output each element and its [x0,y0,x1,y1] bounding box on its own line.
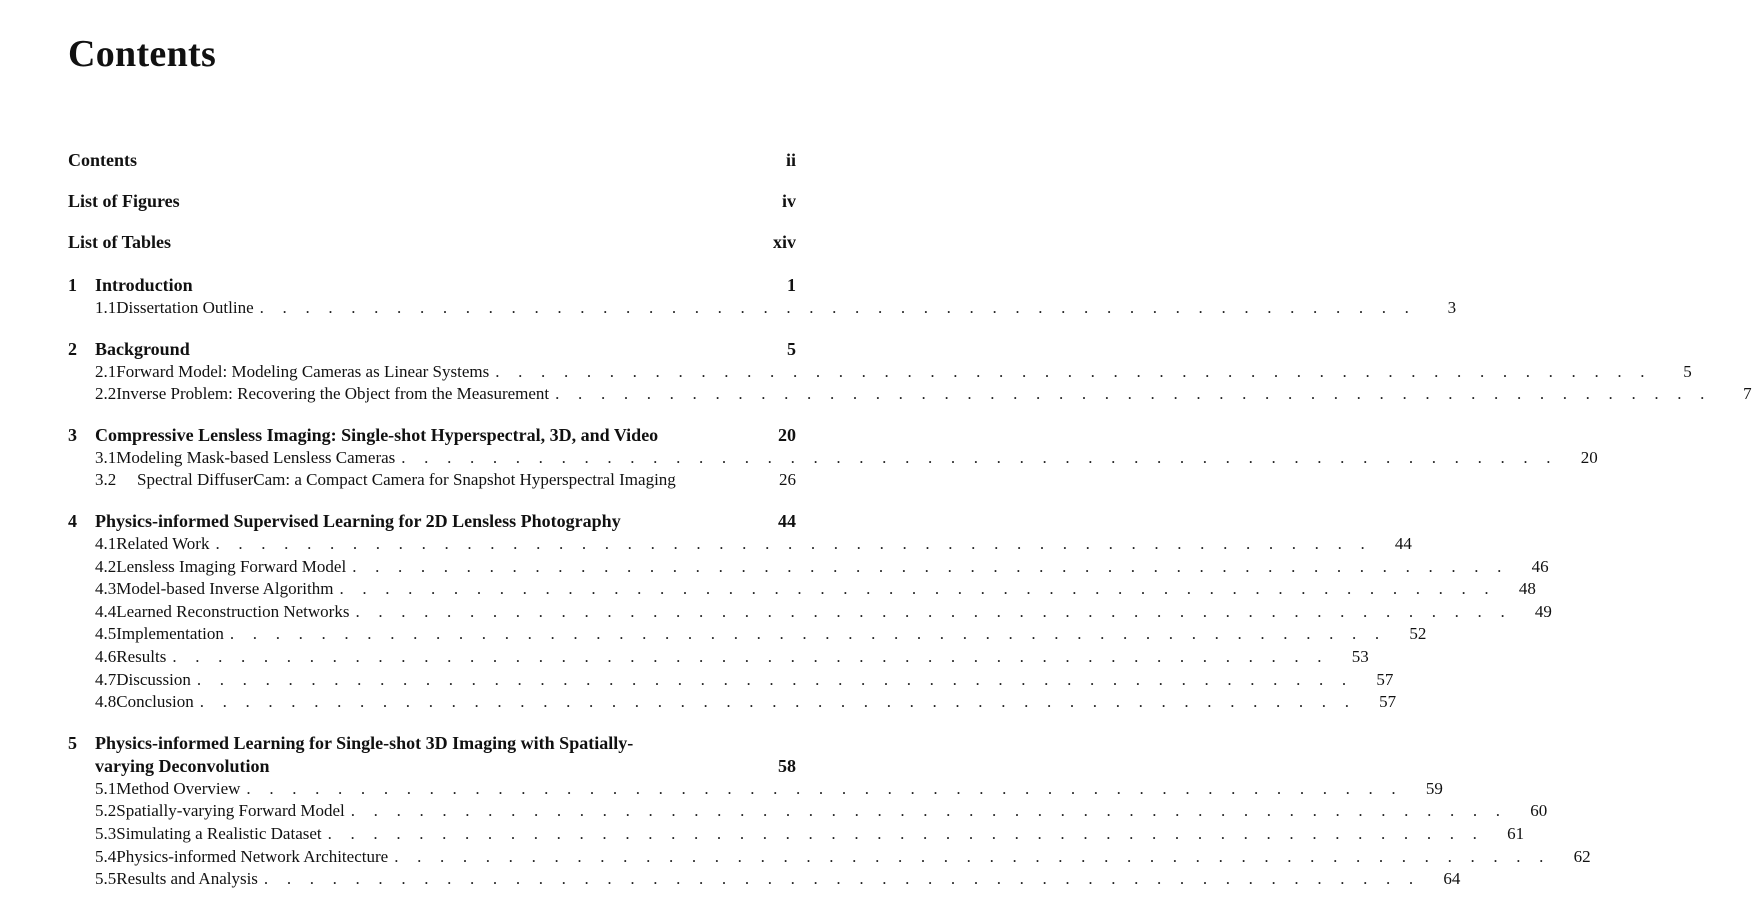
section-title: Modeling Mask-based Lensless Cameras [116,447,396,467]
leader-dots: . . . . . . . . . . . . . . . . . . . . . . . . . . . . . . . . . . . . . . . . . . . . . . . . . . . [215,533,1372,553]
section-page: 3 [1447,298,1457,317]
section-number: 1.1 [95,298,117,317]
section-title: Method Overview [116,778,241,798]
section-title: Results [116,646,167,666]
section-title: Learned Reconstruction Networks [116,601,350,621]
section-number: 4.1 [95,533,117,553]
chapter-page: 1 [787,275,796,295]
toc-section-4-8[interactable] [68,692,1397,715]
chapter-title: Introduction [95,275,193,295]
section-number: 3.1 [95,447,117,467]
entry-title: List of Tables [68,232,172,252]
toc-chapter-4[interactable] [68,511,796,534]
section-number: 4.4 [95,601,117,621]
section-page: 46 [1531,556,1549,576]
entry-title: List of Figures [68,191,180,211]
toc-section-1-1[interactable] [68,298,1457,321]
section-page: 64 [1443,869,1461,889]
section-number: 4.6 [95,646,117,666]
entry-title: Contents [68,150,138,170]
section-title: Dissertation Outline [116,298,254,317]
chapter-number: 2 [68,338,77,359]
leader-dots: . . . . . . . . . . . . . . . . . . . . . . . . . . . . . . . . . . . . . . . . . . . . . . . . . . . [199,692,1357,712]
section-page: 49 [1534,601,1552,621]
toc-section-4-6[interactable] [68,646,1369,670]
table-of-contents [68,150,1752,892]
toc-section-2-1[interactable] [68,361,1692,385]
section-page: 20 [1580,447,1598,467]
section-page: 61 [1507,823,1525,843]
toc-entry-list-of-figures[interactable] [68,191,796,217]
section-page: 60 [1530,801,1548,821]
chapter-title-line1: Physics-informed Learning for Single-shot 3D Imaging with Spatially- [95,732,634,753]
section-number: 4.7 [95,669,117,689]
toc-section-5-5[interactable] [68,869,1461,892]
section-page: 48 [1518,579,1536,599]
toc-section-4-7[interactable] [68,669,1394,693]
leader-dots: . . . . . . . . . . . . . . . . . . . . . . . . . . . . . . . . . . . . . . . . . . . . . . . . . . . [495,361,1652,381]
toc-section-3-1[interactable] [68,447,1598,471]
toc-entry-contents[interactable] [68,150,796,176]
toc-chapter-3[interactable] [68,425,796,448]
toc-chapter-1[interactable] [68,275,796,298]
toc-chapter-2[interactable] [68,339,796,362]
leader-dots: . . . . . . . . . . . . . . . . . . . . . . . . . . . . . . . . . . . . . . . . . . . . . . . . . . . [394,846,1551,866]
section-page: 62 [1573,846,1591,866]
chapter-number: 4 [68,510,77,531]
toc-section-4-2[interactable] [68,556,1549,580]
toc-entry-list-of-tables[interactable] [68,232,796,258]
leader-dots: . . . . . . . . . . . . . . . . . . . . . . . . . . . . . . . . . . . . . . . . . . . . . . . . . . . [352,556,1509,576]
section-number: 2.2 [95,384,117,404]
section-title: Related Work [116,533,210,553]
section-number: 5.2 [95,801,117,821]
section-number: 4.5 [95,624,117,644]
section-page: 52 [1409,624,1427,644]
leader-dots: . . . . . . . . . . . . . . . . . . . . . . . . . . . . . . . . . . . . . . . . . . . . . . . . . . . [401,447,1558,467]
leader-dots: . . . . . . . . . . . . . . . . . . . . . . . . . . . . . . . . . . . . . . . . . . . . . . . . . . . [229,624,1387,644]
section-number: 4.3 [95,579,117,599]
section-number: 3.2 [95,470,117,490]
leader-dots: . . . . . . . . . . . . . . . . . . . . . . . . . . . . . . . . . . . . . . . . . . . . . . . . . . . [246,778,1403,798]
section-page: 53 [1351,646,1369,666]
section-page: 59 [1425,778,1443,798]
section-page: 7 [1743,384,1752,404]
section-number: 5.3 [95,823,117,843]
toc-chapter-5-continued[interactable] [68,756,796,779]
leader-dots: . . . . . . . . . . . . . . . . . . . . . . . . . . . . . . . . . . . . . . . . . . . . . . . . . . . [339,579,1496,599]
section-number: 4.2 [95,556,117,576]
section-page: 57 [1379,692,1397,712]
section-page: 44 [1394,533,1412,553]
toc-section-4-3[interactable] [68,579,1536,602]
toc-section-4-1[interactable] [68,533,1412,557]
page-title: Contents [68,33,217,75]
section-title: Simulating a Realistic Dataset [116,823,322,843]
section-title: Spectral DiffuserCam: a Compact Camera for Snapshot Hyperspectral Imaging [137,470,676,490]
leader-dots: . . . . . . . . . . . . . . . . . . . . . . . . . . . . . . . . . . . . . . . . . . . . . . . . . . . [555,384,1712,404]
section-title: Results and Analysis [116,869,258,889]
section-title: Lensless Imaging Forward Model [116,556,347,576]
toc-chapter-5[interactable] [68,733,796,756]
toc-section-5-1[interactable] [68,778,1443,802]
leader-dots: . . . . . . . . . . . . . . . . . . . . . . . . . . . . . . . . . . . . . . . . . . . . . . . . . . . [259,298,1417,317]
chapter-title-line2: varying Deconvolution [95,755,270,776]
section-number: 2.1 [95,361,117,381]
section-number: 5.1 [95,778,117,798]
section-title: Discussion [116,669,191,689]
toc-section-2-2[interactable] [68,384,1752,407]
chapter-page: 44 [778,510,796,531]
chapter-page: 5 [787,338,796,359]
chapter-title: Compressive Lensless Imaging: Single-shot Hyperspectral, 3D, and Video [95,424,659,445]
leader-dots: . . . . . . . . . . . . . . . . . . . . . . . . . . . . . . . . . . . . . . . . . . . . . . . . . . . [355,601,1512,621]
chapter-number: 3 [68,424,77,445]
chapter-title: Background [95,338,190,359]
section-title: Conclusion [116,692,194,712]
toc-section-5-2[interactable] [68,801,1548,824]
leader-dots: . . . . . . . . . . . . . . . . . . . . . . . . . . . . . . . . . . . . . . . . . . . . . . . . . . . [327,823,1485,843]
toc-section-3-2[interactable] [68,470,796,493]
chapter-number: 1 [68,275,77,295]
chapter-page: 58 [778,755,796,776]
toc-section-4-4[interactable] [68,601,1552,625]
toc-section-4-5[interactable] [68,624,1427,647]
leader-dots: . . . . . . . . . . . . . . . . . . . . . . . . . . . . . . . . . . . . . . . . . . . . . . . . . . . [263,869,1421,889]
section-page: 5 [1683,361,1692,381]
section-title: Spatially-varying Forward Model [116,801,345,821]
section-title: Implementation [116,624,224,644]
section-number: 5.4 [95,846,117,866]
entry-page: ii [785,150,796,170]
section-number: 4.8 [95,692,117,712]
section-page: 26 [779,470,796,490]
chapter-title: Physics-informed Supervised Learning for 2D Lensless Photography [95,510,621,531]
leader-dots: . . . . . . . . . . . . . . . . . . . . . . . . . . . . . . . . . . . . . . . . . . . . . . . . . . . [196,669,1354,689]
toc-section-5-4[interactable] [68,846,1591,870]
leader-dots: . . . . . . . . . . . . . . . . . . . . . . . . . . . . . . . . . . . . . . . . . . . . . . . . . . . [350,801,1508,821]
section-title: Inverse Problem: Recovering the Object from the Measurement [116,384,550,404]
toc-section-5-3[interactable] [68,823,1525,847]
section-page: 57 [1376,669,1394,689]
entry-page: xiv [772,232,796,252]
entry-page: iv [781,191,796,211]
chapter-number: 5 [68,732,77,753]
chapter-page: 20 [778,424,796,445]
section-title: Forward Model: Modeling Cameras as Linear Systems [116,361,490,381]
leader-dots: . . . . . . . . . . . . . . . . . . . . . . . . . . . . . . . . . . . . . . . . . . . . . . . . . . . [172,646,1329,666]
section-title: Physics-informed Network Architecture [116,846,389,866]
section-number: 5.5 [95,869,117,889]
section-title: Model-based Inverse Algorithm [116,579,334,599]
